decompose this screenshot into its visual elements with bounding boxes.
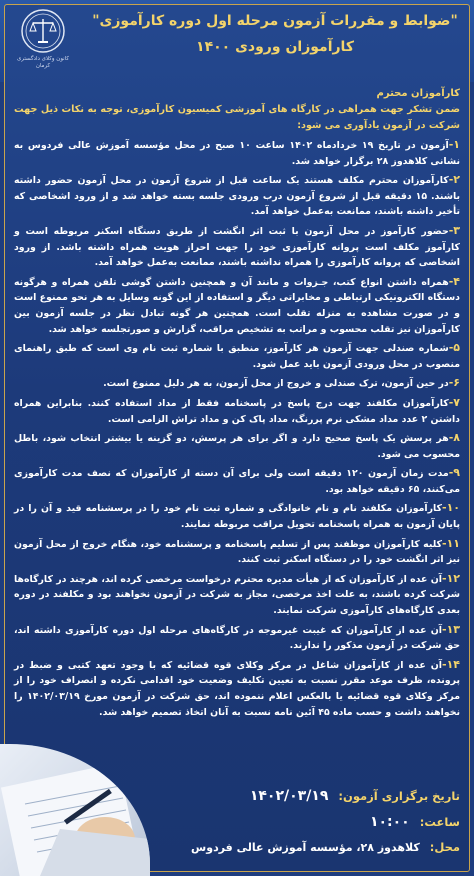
rule-text: در حین آزمون، ترک صندلی و خروج از محل آزمون، به هر دلیل ممنوع است. [103, 378, 449, 390]
rule-item [14, 395, 460, 427]
rule-text: مدت زمان آزمون ۱۲۰ دقیقه است ولی برای آن دسته از کارآموزان که نصف مدت کارآموزی می‌کنند، ۶۵ دقیقه خواهد بود. [14, 468, 460, 495]
place-value: کلاهدوز ۲۸، مؤسسه آموزش عالی فردوس [191, 841, 420, 854]
bar-association-logo [12, 8, 74, 78]
rule-number: ۱۴- [441, 657, 460, 671]
rule-number: ۱۰- [441, 501, 460, 515]
rule-text: شماره صندلی جهت آزمون هر کارآموز، منطبق با شماره ثبت نام وی است که طبق راهنمای منصوب در محل ورودی آزمون باید عمل شود. [14, 343, 460, 370]
rule-item [14, 571, 460, 619]
hand-writing-icon [0, 744, 150, 876]
rule-number: ۱۲- [441, 571, 460, 585]
rule-item [14, 657, 460, 720]
time-value: ۱۰:۰۰ [369, 814, 410, 830]
rule-item [14, 430, 460, 462]
logo-caption: کانون وکلای دادگستری کرمان [16, 56, 69, 69]
rule-item [14, 375, 460, 392]
rule-number: ۴- [448, 274, 460, 288]
rule-item [14, 536, 460, 568]
exam-photo [0, 744, 150, 876]
rule-text: کلیه کارآموزان موظفند پس از تسلیم پاسخنامه و پرسشنامه خود، هنگام خروج از محل آزمون نیز اثر انگشت خود را در دستگاه اسکنر ثبت کنند. [14, 538, 460, 566]
rule-number: ۱۱- [441, 536, 460, 550]
exam-details [160, 788, 460, 864]
rule-text: کارآموزان محترم مکلف هستند یک ساعت قبل از شروع آزمون در محل آزمون حضور داشته باشند. ۱۵ دقیقه قبل از شروع آزمون درب ورودی جلسه بسته خواهد شد و از ورود اشخاصی که تأخیر داشته باشند، ممانعت به‌عمل خواهد آمد. [14, 175, 461, 218]
rule-text: کارآموزان مکلفند جهت درج پاسخ در پاسخنامه فقط از مداد استفاده کنند. بنابراین همراه داشتن ۲ عدد مداد مشکی نرم پررنگ، مداد پاک کن و مداد تراش الزامی است. [14, 397, 460, 425]
rule-text: حضور کارآموز در محل آزمون با ثبت اثر انگشت از طریق دستگاه اسکنر مربوطه است و کارآموز مکلف است پروانه کارآموزی خود را جهت احراز هویت همراه داشته باشد. از ورود اشخاصی که پروانه کارآموزی را همراه نداشته باشند، ممانعت به‌عمل خواهد آمد. [14, 225, 460, 269]
rule-number: ۲- [448, 173, 460, 187]
rule-number: ۳- [448, 223, 460, 237]
rule-text: آن عده از کارآموزان شاغل در مرکز وکلای قوه قضائیه که با وجود تعهد کتبی و ضبط در پرونده، ظرف موعد مقرر نسبت به تعیین تکلیف وضعیت خود اقدامی نکرده و انصراف خود را از مرکز وکلای قوه قضائیه یا بالعکس اعلام ننموده اند، حق شرکت در آزمون مورخ ۱۴۰۲/۰۳/۱۹ را نخواهند داشت و حسب ماده ۴۵ آئین نامه نسبت به آنان اتخاذ تصمیم خواهد شد. [14, 659, 461, 718]
page-title: "ضوابط و مقررات آزمون مرحله اول دوره کارآموزی" [92, 13, 458, 29]
time-row [160, 814, 460, 830]
rule-number: ۱۳- [441, 622, 460, 636]
rule-text: آن عده از کارآموزان که از هیأت مدیره محترم درخواست مرخصی کرده اند، هرچند در کارگاه‌ها شرکت کرده باشند، به علت اخذ مرخصی، مجاز به شرکت در آزمون نخواهند بود و مکلفند در دوره بعدی کارگاه‌های کارآموزی شرکت نمایند. [14, 573, 460, 617]
date-row [160, 788, 460, 804]
rule-item [14, 340, 460, 372]
rule-number: ۷- [448, 395, 460, 409]
place-row [160, 840, 460, 854]
rule-text: همراه داشتن انواع کتب، جـزوات و مانند آن و همچنین داشتن گوشی تلفن همراه و هرگونه دستگاه الکترونیکی ارتباطی و مخابراتی دیگر و استفاده از این گونه وسایل به هر نحو ممنوع است و در صورت مشاهده به منزله تقلب است. همچنین هر گونه تبادل نظر در جلسه آزمون بین کارآموزان نیز تقلب محسوب و مراتب به تشخیص مراقب، گزارش و صورتجلسه خواهد شد. [14, 276, 460, 335]
rule-number: ۹- [448, 466, 460, 480]
rule-item [14, 223, 460, 271]
rule-item [14, 172, 460, 220]
rule-text: آزمون در تاریخ ۱۹ خردادماه ۱۴۰۲ ساعت ۱۰ صبح در محل مؤسسه آموزش عالی فردوس به نشانی کلاهدوز ۲۸ برگزار خواهد شد. [14, 140, 460, 167]
rules-list [14, 137, 460, 720]
place-label: محل: [429, 840, 460, 854]
rule-number: ۶- [448, 376, 460, 390]
rule-number: ۱- [448, 138, 460, 151]
rule-text: هر پرسش یک پاسخ صحیح دارد و اگر برای هر پرسش، دو گزینه یا بیشتر انتخاب شود، باطل محسوب می شود. [14, 433, 460, 460]
scales-emblem-icon [20, 8, 66, 54]
rule-item [14, 622, 460, 654]
page-subtitle: کارآموزان ورودی ۱۴۰۰ [196, 39, 354, 55]
date-label: تاریخ برگزاری آزمون: [338, 789, 460, 803]
rule-text: کارآموزان مکلفند نام و نام خانوادگی و شماره ثبت نام خود را در پرسشنامه قید و آن را در پایان آزمون به همراه پاسخنامه تحویل مراقب مربوطه نمایند. [14, 503, 460, 531]
rule-item [14, 500, 460, 532]
title-block [84, 6, 466, 74]
rule-item [14, 274, 460, 337]
rule-item [14, 465, 460, 497]
date-value: ۱۴۰۲/۰۳/۱۹ [249, 788, 329, 804]
rule-number: ۵- [448, 341, 460, 355]
time-label: ساعت: [419, 815, 460, 829]
rules-content [14, 86, 460, 723]
rule-item [14, 137, 460, 169]
rule-number: ۸- [448, 431, 460, 445]
rule-text: آن عده از کارآموزان که غیبت غیرموجه در کارگاه‌های مرحله اول دوره کارآموزی داشته اند، حق شرکت در آزمون مذکور را ندارند. [14, 624, 460, 652]
intro-text: ضمن تشکر جهت همراهی در کارگاه های آموزشی کمیسیون کارآموزی، توجه به نکات ذیل جهت شرکت در آزمون یادآوری می شود: [14, 104, 460, 131]
greeting: کارآموزان محترم [376, 88, 460, 99]
